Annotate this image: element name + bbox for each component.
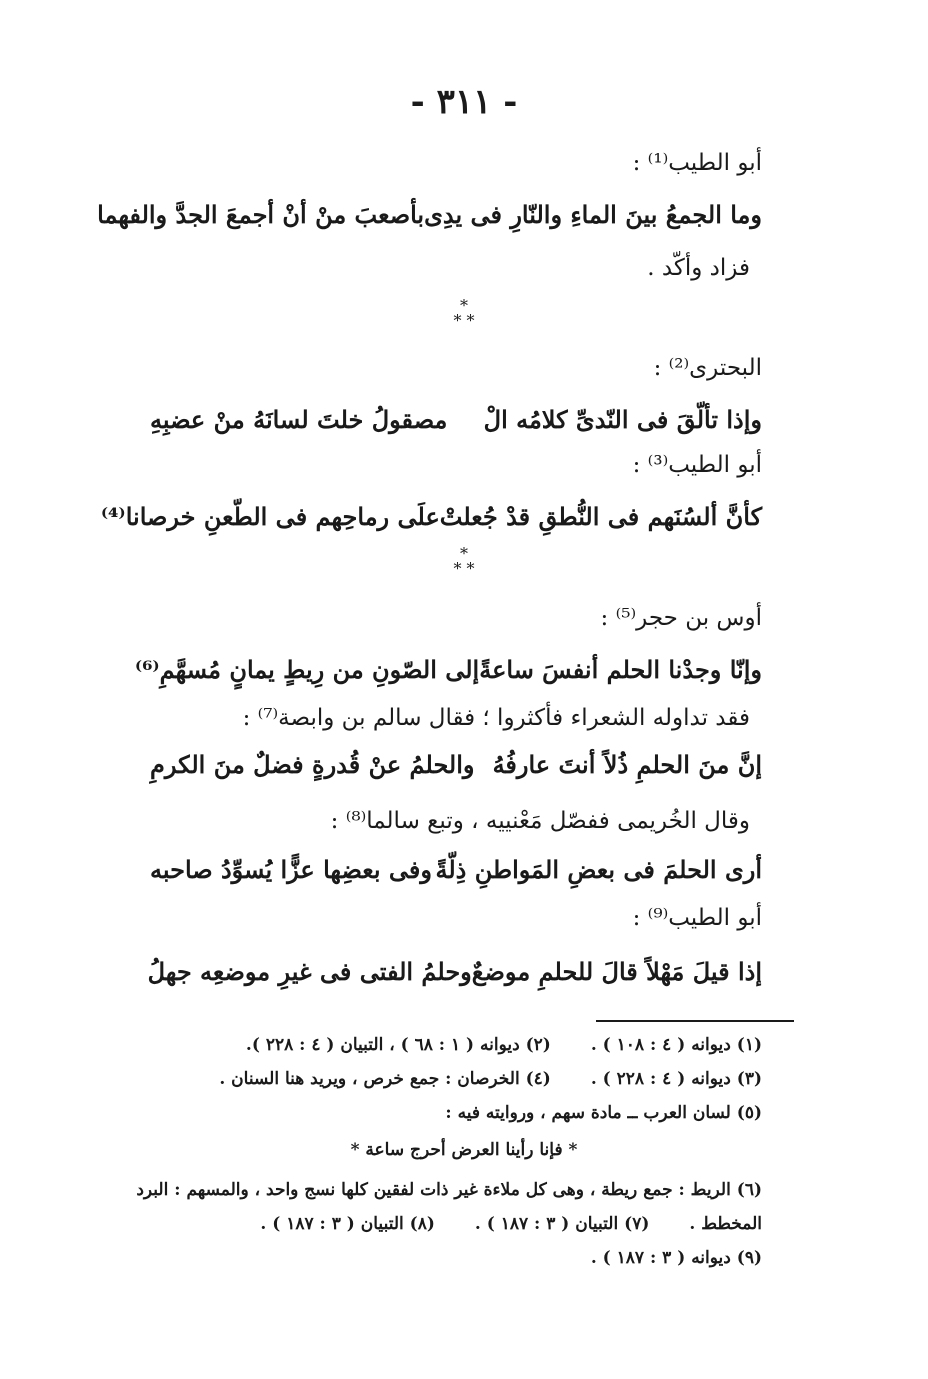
star-right: * [466,311,475,330]
footnote-line [120,1214,762,1234]
star-left: * [453,311,462,330]
poet-heading: أبو الطيب⁽⁹⁾ : [632,905,762,931]
verse-second-hemistich: علَى رماحِهم فى الطّعنِ خرصانا⁽⁴⁾ [100,502,440,531]
star-top: * [460,544,468,563]
verse-second-hemistich: والحلمُ عنْ قُدرةٍ فضلٌ منَ الكرمِ [150,750,475,779]
verse-first-hemistich: وإنّا وجدْنا الحلم أنفسَ ساعةً [479,655,762,684]
verse-second-hemistich: إلى الصّونِ من رِيطٍ يمانٍ مُسهَّمِ⁽⁶⁾ [134,655,480,684]
prose-line: فزاد وأكّد . [647,255,750,281]
verse-line [150,405,762,434]
verse-second-hemistich: وفى بعضِها عزًّا يُسوِّدُ صاحبه [150,855,432,884]
verse-line [150,855,762,884]
verse-line [134,655,762,684]
footnote-8: (٨) التبيان ( ٣ : ١٨٧ ) . [260,1214,435,1234]
verse-first-hemistich: وما الجمعُ بينَ الماءِ والنّارِ فى يدِى [424,200,762,229]
verse-first-hemistich: كأنَّ ألسُنَهم فى النُّطقِ قدْ جُعلتْ [439,502,762,531]
footnote-2: (٢) ديوانه ( ١ : ٦٨ ) ، التبيان ( ٤ : ٢٢٨ ). [245,1035,551,1055]
star-right: * [466,559,475,578]
footnote-6: (٦) الريط : جمع ريطة ، وهى كل ملاءة غير ذات لفقين كلها نسج واحد ، والمسهم : البرد [136,1180,762,1200]
verse-first-hemistich: أرى الحلمَ فى بعضِ المَواطنِ ذِلّةً [435,855,762,884]
poet-heading: أبو الطيب⁽¹⁾ : [632,150,762,176]
star-bottom-pair [0,313,928,328]
star-bottom-pair [0,561,928,576]
page-number: - ٣١١ - [410,82,518,122]
footnote-5-quote: * فإنا رأينا العرض أحرج ساعة * [350,1140,578,1160]
footnote-7: (٧) التبيان ( ٣ : ١٨٧ ) . [474,1214,650,1234]
poet-heading: البحترى⁽²⁾ : [653,355,762,381]
prose-line: فقد تداوله الشعراء فأكثروا ؛ فقال سالم بن وابصة⁽⁷⁾ : [242,705,750,731]
prose-line: وقال الخُريمى ففصّل مَعْنييه ، وتبع سالما⁽⁸⁾ : [330,808,750,834]
verse-line [147,957,762,986]
footnote-line [120,1035,762,1055]
verse-second-hemistich: بأصعبَ منْ أنْ أجمعَ الجدَّ والفهما [97,200,425,229]
section-divider-stars [0,298,928,328]
star-top: * [460,296,468,315]
footnote-3: (٣) ديوانه ( ٤ : ٢٢٨ ) . [590,1069,762,1089]
section-divider-stars [0,546,928,576]
verse-first-hemistich: إذا قيلَ مَهْلاً قالَ للحلمِ موضعٌ [471,957,762,986]
verse-second-hemistich: وحلمُ الفتى فى غيرِ موضعِه جهلُ [147,957,472,986]
verse-line [100,502,762,531]
footnote-1: (١) ديوانه ( ٤ : ١٠٨ ) . [590,1035,762,1055]
poet-heading: أوس بن حجر⁽⁵⁾ : [600,605,762,631]
footnote-6-cont: المخطط . [689,1214,762,1234]
verse-first-hemistich: وإذا تألّقَ فى النّدىِّ كلامُه الْ [483,405,762,434]
poet-heading: أبو الطيب⁽³⁾ : [632,452,762,478]
footnote-5: (٥) لسان العرب ــ مادة سهم ، وروايته فيه : [445,1103,762,1123]
verse-line [97,200,762,229]
footnote-9: (٩) ديوانه ( ٣ : ١٨٧ ) . [590,1248,762,1268]
verse-line [150,750,762,779]
footnote-line [120,1069,762,1089]
verse-second-hemistich: مصقولُ خلتَ لسانَهُ منْ عضبِهِ [150,405,448,434]
footnote-divider [596,1020,794,1022]
star-left: * [453,559,462,578]
footnote-4: (٤) الخرصان : جمع خرص ، ويريد هنا السنان . [219,1069,551,1089]
verse-first-hemistich: إنَّ منَ الحلمِ ذُلاً أنتَ عارفُهُ [492,750,762,779]
